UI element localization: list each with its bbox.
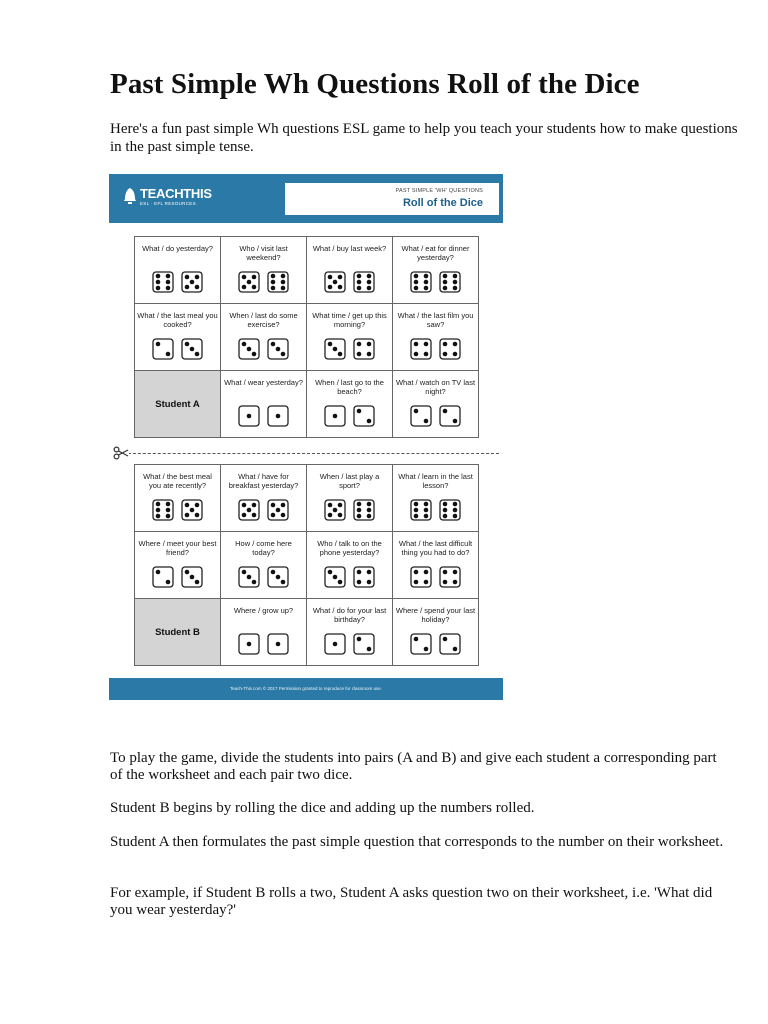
student-label: Student B [155, 626, 200, 638]
worksheet-subtitle: PAST SIMPLE 'WH' QUESTIONS [395, 188, 483, 194]
dice-pair [324, 633, 375, 655]
dice-pair [410, 499, 461, 521]
die-2-icon [152, 566, 174, 588]
question-cell [393, 532, 479, 599]
die-5-icon [267, 499, 289, 521]
question-text: What / do yesterday? [142, 244, 213, 253]
dice-pair [324, 338, 375, 360]
die-6-icon [410, 271, 432, 293]
die-2-icon [439, 633, 461, 655]
student-a-label-cell [135, 371, 221, 438]
die-2-icon [410, 633, 432, 655]
logo-subtext: ESL · EFL RESOURCES [140, 201, 196, 206]
die-3-icon [324, 566, 346, 588]
question-text: When / last do some exercise? [229, 311, 298, 329]
question-cell [221, 237, 307, 304]
instruction-paragraph-3: Student A then formulates the past simple question that corresponds to the number on their worksheet. [110, 834, 724, 850]
die-3-icon [181, 338, 203, 360]
student-a-grid [134, 236, 479, 438]
dice-pair [238, 566, 289, 588]
die-5-icon [324, 499, 346, 521]
die-3-icon [238, 566, 260, 588]
intro-paragraph: Here's a fun past simple Wh questions ESL game to help you teach your students how to make questions in the past simple tense. [110, 121, 738, 155]
question-text: Where / meet your best friend? [138, 539, 217, 557]
question-text: What / the last film you saw? [397, 311, 474, 329]
question-cell [135, 532, 221, 599]
question-text: What / the last difficult thing you had to do? [398, 539, 473, 557]
instruction-paragraph-1: To play the game, divide the students into pairs (A and B) and give each student a corresponding part of the worksheet and each pair two dice. [110, 750, 717, 783]
die-4-icon [353, 566, 375, 588]
instruction-paragraph-2: Student B begins by rolling the dice and adding up the numbers rolled. [110, 800, 535, 816]
logo-text: TEACHTHIS [140, 186, 212, 201]
question-text: When / last play a sport? [319, 472, 380, 490]
question-text: Who / talk to on the phone yesterday? [317, 539, 382, 557]
question-text: When / last go to the beach? [315, 378, 384, 396]
question-text: What time / get up this morning? [312, 311, 387, 329]
dice-pair [238, 499, 289, 521]
die-1-icon [238, 633, 260, 655]
die-4-icon [439, 338, 461, 360]
die-5-icon [238, 499, 260, 521]
die-4-icon [410, 338, 432, 360]
question-cell [135, 304, 221, 371]
die-3-icon [267, 566, 289, 588]
die-5-icon [238, 271, 260, 293]
dice-pair [410, 633, 461, 655]
die-2-icon [410, 405, 432, 427]
die-5-icon [324, 271, 346, 293]
die-6-icon [439, 499, 461, 521]
die-4-icon [353, 338, 375, 360]
dice-pair [152, 271, 203, 293]
die-1-icon [267, 405, 289, 427]
dice-pair [324, 566, 375, 588]
question-text: What / buy last week? [312, 244, 387, 253]
question-cell [307, 237, 393, 304]
question-text: Who / visit last weekend? [239, 244, 288, 262]
die-5-icon [181, 271, 203, 293]
question-cell [307, 532, 393, 599]
question-text: How / come here today? [235, 539, 292, 557]
question-cell [393, 237, 479, 304]
question-cell [221, 371, 307, 438]
question-text: What / eat for dinner yesterday? [401, 244, 470, 262]
question-text: What / have for breakfast yesterday? [228, 472, 299, 490]
die-1-icon [324, 405, 346, 427]
question-cell [221, 465, 307, 532]
question-text: What / wear yesterday? [224, 378, 303, 387]
dice-pair [410, 566, 461, 588]
question-text: What / watch on TV last night? [395, 378, 476, 396]
die-2-icon [353, 633, 375, 655]
dice-pair [410, 271, 461, 293]
question-cell [393, 599, 479, 666]
dice-pair [324, 271, 375, 293]
question-cell [221, 532, 307, 599]
question-text: What / learn in the last lesson? [398, 472, 473, 490]
die-2-icon [353, 405, 375, 427]
die-6-icon [353, 271, 375, 293]
die-3-icon [181, 566, 203, 588]
teachthis-logo [123, 187, 212, 207]
die-6-icon [439, 271, 461, 293]
question-cell [307, 465, 393, 532]
dice-pair [324, 405, 375, 427]
question-cell [221, 599, 307, 666]
question-text: Where / grow up? [233, 606, 294, 615]
die-2-icon [439, 405, 461, 427]
question-cell [307, 304, 393, 371]
question-cell [221, 304, 307, 371]
page-title: Past Simple Wh Questions Roll of the Dice [110, 68, 640, 100]
question-cell [393, 371, 479, 438]
worksheet-title: Roll of the Dice [402, 197, 483, 209]
dice-pair [324, 499, 375, 521]
question-cell [135, 237, 221, 304]
die-3-icon [324, 338, 346, 360]
die-3-icon [238, 338, 260, 360]
question-cell [307, 371, 393, 438]
question-cell [135, 465, 221, 532]
question-cell [307, 599, 393, 666]
die-5-icon [181, 499, 203, 521]
die-6-icon [267, 271, 289, 293]
die-6-icon [353, 499, 375, 521]
instruction-paragraph-4: For example, if Student B rolls a two, Student A asks question two on their worksheet, i.e. 'What did you wear yesterday?' [110, 885, 713, 918]
dice-pair [152, 499, 203, 521]
question-text: What / the last meal you cooked? [137, 311, 218, 329]
dice-pair [238, 405, 289, 427]
die-4-icon [439, 566, 461, 588]
question-cell [393, 304, 479, 371]
bell-icon [123, 187, 137, 205]
student-label: Student A [155, 398, 200, 410]
question-cell [393, 465, 479, 532]
question-text: What / do for your last birthday? [312, 606, 387, 624]
worksheet-image [109, 174, 503, 700]
dice-pair [152, 338, 203, 360]
dice-pair [238, 271, 289, 293]
dice-pair [410, 405, 461, 427]
question-text: What / the best meal you ate recently? [143, 472, 212, 490]
dice-pair [238, 338, 289, 360]
dice-pair [238, 633, 289, 655]
worksheet-header [109, 174, 503, 223]
scissors-icon [113, 446, 129, 460]
die-1-icon [267, 633, 289, 655]
cut-line [113, 453, 499, 455]
die-3-icon [267, 338, 289, 360]
die-1-icon [238, 405, 260, 427]
die-6-icon [410, 499, 432, 521]
die-6-icon [152, 271, 174, 293]
dice-pair [152, 566, 203, 588]
die-6-icon [152, 499, 174, 521]
student-b-label-cell [135, 599, 221, 666]
die-1-icon [324, 633, 346, 655]
worksheet-footer: Teach-This.com © 2017 Permission granted to reproduce for classroom use. [109, 678, 503, 700]
die-4-icon [410, 566, 432, 588]
dice-pair [410, 338, 461, 360]
student-b-grid [134, 464, 479, 666]
worksheet-title-box [285, 183, 499, 215]
die-2-icon [152, 338, 174, 360]
question-text: Where / spend your last holiday? [395, 606, 476, 624]
